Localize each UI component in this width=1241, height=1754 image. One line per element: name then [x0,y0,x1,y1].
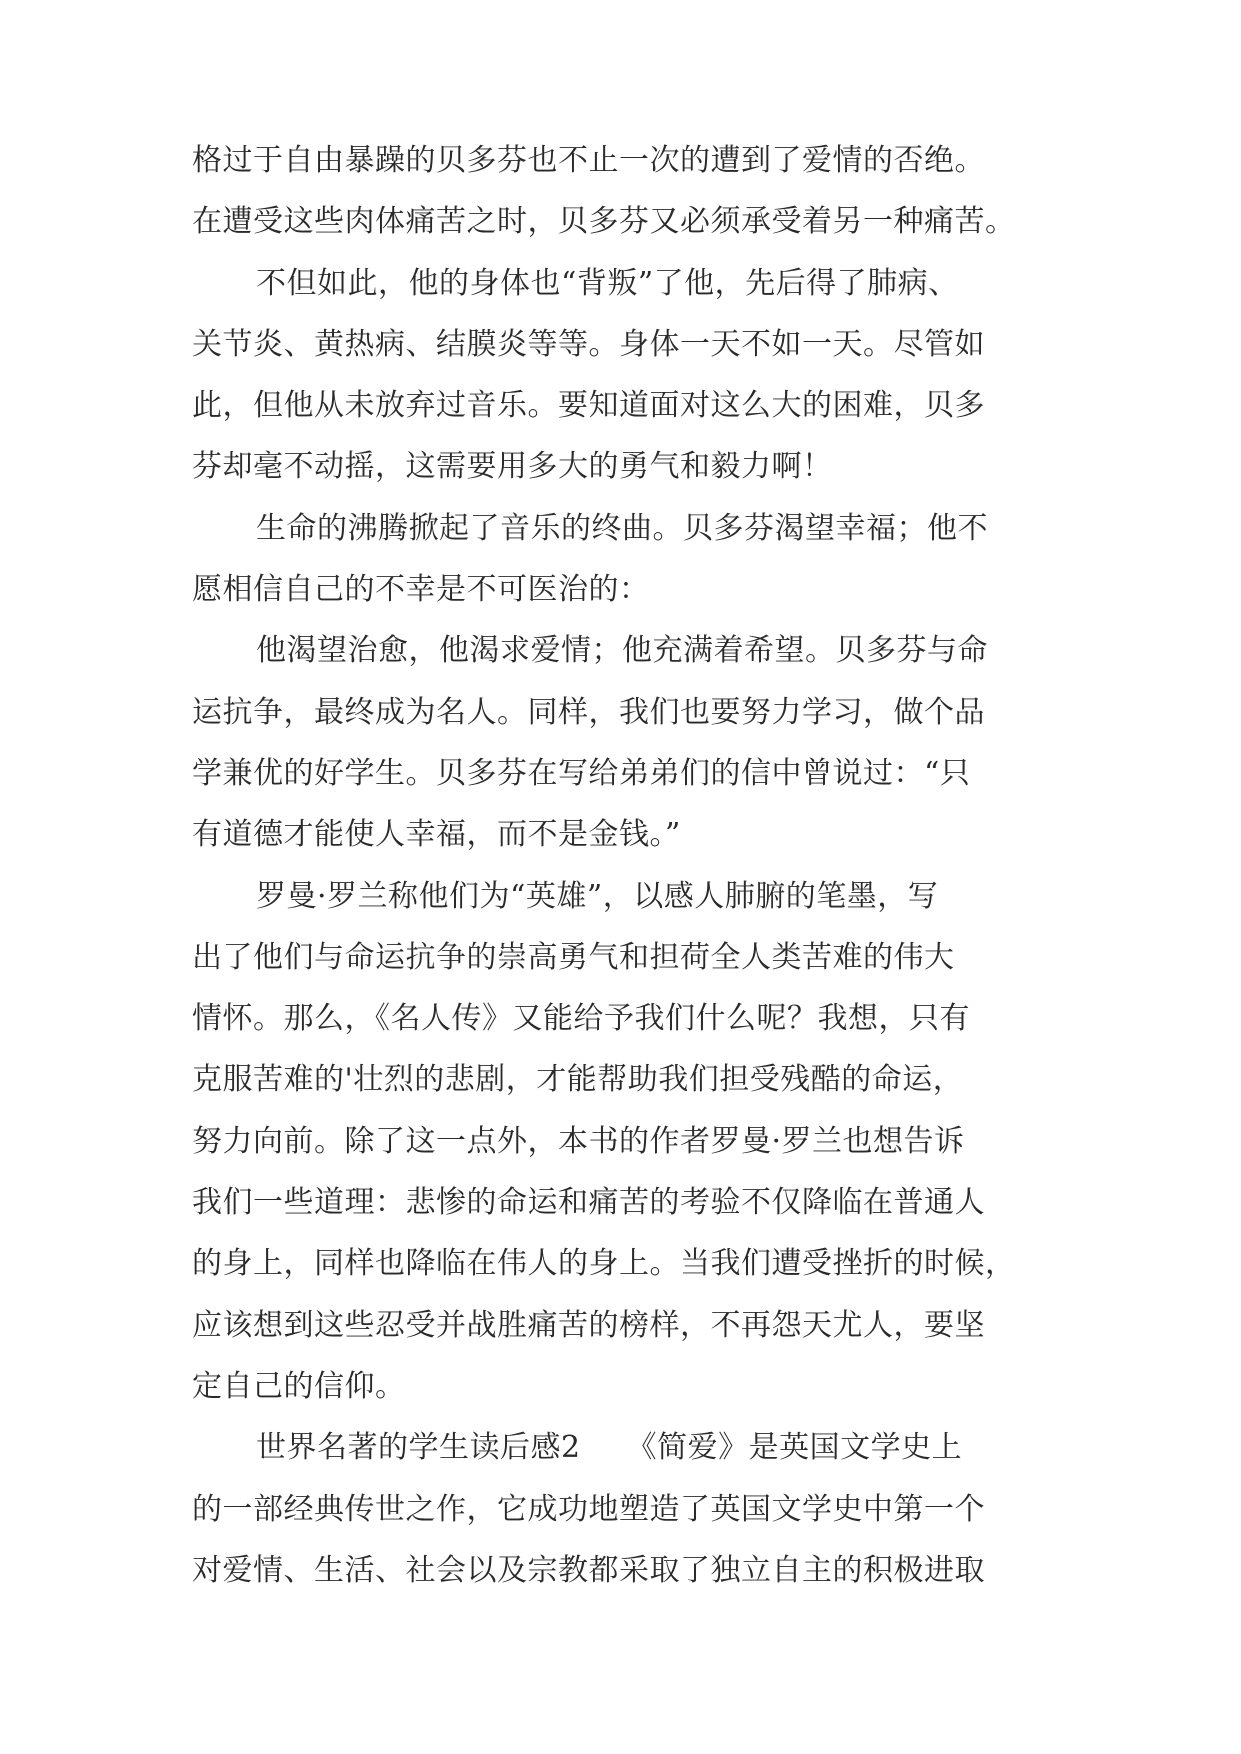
text-line: 的一部经典传世之作，它成功地塑造了英国文学史中第一个 [192,1491,985,1527]
text-line: 有道德才能使人幸福，而不是金钱。” [192,817,681,853]
text-line: 芬却毫不动摇，这需要用多大的勇气和毅力啊！ [192,449,833,485]
text-line: 此，但他从未放弃过音乐。要知道面对这么大的困难，贝多 [192,388,985,424]
text-line: 在遭受这些肉体痛苦之时，贝多芬又必须承受着另一种痛苦。 [192,204,1016,240]
text-line: 愿相信自己的不幸是不可医治的： [192,572,650,608]
text-line: 情怀。那么，《名人传》又能给予我们什么呢？我想，只有 [192,1001,970,1037]
body-text [192,130,1072,1601]
text-line: 我们一些道理：悲惨的命运和痛苦的考验不仅降临在普通人 [192,1185,985,1221]
paragraph-start-line: 生命的沸腾掀起了音乐的终曲。贝多芬渴望幸福；他不 [256,510,988,546]
text-line: 运抗争，最终成为名人。同样，我们也要努力学习，做个品 [192,694,985,730]
text-line: 学兼优的好学生。贝多芬在写给弟弟们的信中曾说过：“只 [192,755,971,791]
text-line: 格过于自由暴躁的贝多芬也不止一次的遭到了爱情的否绝。 [192,143,985,178]
paragraph-start-line: 他渴望治愈，他渴求爱情；他充满着希望。贝多芬与命 [256,633,988,669]
text-line: 对爱情、生活、社会以及宗教都采取了独立自主的积极进取 [192,1552,985,1588]
paragraph-start-line: 罗曼·罗兰称他们为“英雄”，以感人肺腑的笔墨，写 [256,878,939,914]
paragraph-start-line: 不但如此，他的身体也“背叛”了他，先后得了肺病、 [256,265,959,301]
text-line: 应该想到这些忍受并战胜痛苦的榜样，不再怨天尤人，要坚 [192,1307,985,1343]
text-line: 克服苦难的'壮烈的悲剧，才能帮助我们担受残酷的命运， [192,1062,964,1098]
paragraph-start-line: 世界名著的学生读后感2 《简爱》是英国文学史上 [256,1430,963,1466]
text-line: 关节炎、黄热病、结膜炎等等。身体一天不如一天。尽管如 [192,326,985,362]
text-line: 出了他们与命运抗争的崇高勇气和担荷全人类苦难的伟大 [192,939,955,975]
text-line: 努力向前。除了这一点外，本书的作者罗曼·罗兰也想告诉 [192,1123,965,1159]
text-line: 的身上，同样也降临在伟人的身上。当我们遭受挫折的时候， [192,1246,1016,1282]
text-line: 定自己的信仰。 [192,1368,406,1404]
